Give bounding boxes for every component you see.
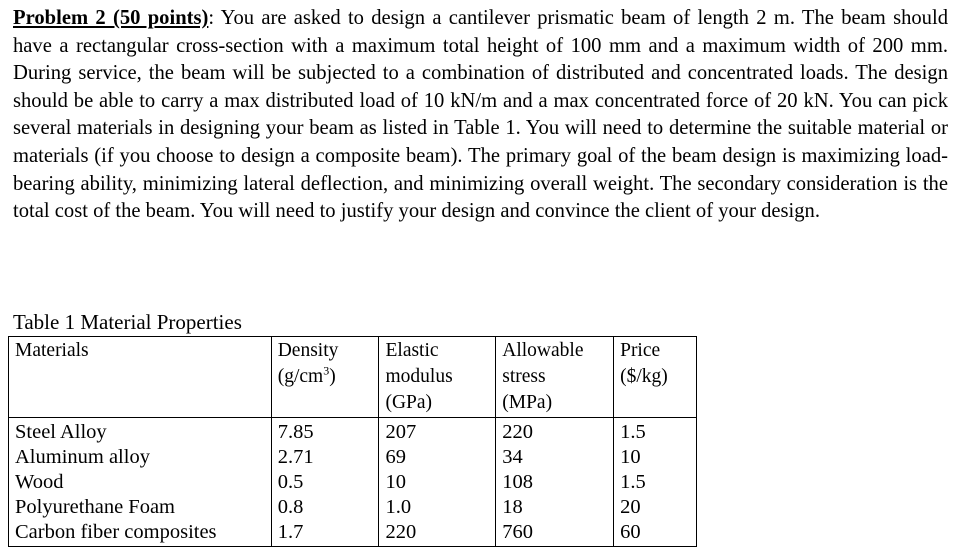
cell-stress: 18 [496,495,614,520]
table-row [9,520,697,547]
cell-stress: 220 [496,418,614,446]
header-density: Density $(g/cm^3)$ [271,337,379,418]
cell-price: 60 [614,520,697,547]
cell-stress: 34 [496,445,614,470]
cell-modulus: 220 [379,520,496,547]
cell-density: 1.7 [271,520,379,547]
cell-density: 7.85 [271,418,379,446]
cell-price: 10 [614,445,697,470]
cell-material: Wood [9,470,272,495]
cell-price: 20 [614,495,697,520]
header-price: Price ($/kg) [614,337,697,418]
cell-price: 1.5 [614,470,697,495]
problem-heading: Problem 2 (50 points) [13,7,209,29]
table-caption: Table 1 Material Properties [13,310,242,334]
table-header-row [9,337,697,418]
material-properties-table [8,336,697,547]
cell-stress: 108 [496,470,614,495]
problem-text: You are asked to design a cantilever prismatic beam of length 2 m. The beam should have a rectangular cross-section with a maximum total height of 100 mm and a maximum width of 200 mm. During service, the beam will be subjected to a combination of distributed and concentrated loads. The design should be able to carry a max distributed load of 10 kN/m and a max concentrated force of 20 kN. You can pick several materials in designing your beam as listed in Table 1. You will need to determine the suitable material or materials (if you choose to design a composite beam). The primary goal of the beam design is maximizing load-bearing ability, minimizing lateral deflection, and minimizing overall weight. The secondary consideration is the total cost of the beam. You will need to justify your design and convince the client of your design. [13,7,949,223]
cell-material: Aluminum alloy [9,445,272,470]
cell-density: 0.8 [271,495,379,520]
table-row [9,495,697,520]
cell-modulus: 1.0 [379,495,496,520]
cell-density: 2.71 [271,445,379,470]
header-elastic-modulus: Elastic modulus (GPa) [379,337,496,418]
cell-modulus: 69 [379,445,496,470]
problem-statement [13,5,948,226]
problem-heading-colon: : [208,7,215,29]
cell-modulus: 207 [379,418,496,446]
table-row [9,418,697,446]
cell-price: 1.5 [614,418,697,446]
cell-material: Carbon fiber composites [9,520,272,547]
cell-density: 0.5 [271,470,379,495]
cell-material: Steel Alloy [9,418,272,446]
header-allowable-stress: Allowable stress (MPa) [496,337,614,418]
table-row [9,470,697,495]
cell-material: Polyurethane Foam [9,495,272,520]
header-materials: Materials [9,337,272,418]
cell-modulus: 10 [379,470,496,495]
cell-stress: 760 [496,520,614,547]
table-row [9,445,697,470]
